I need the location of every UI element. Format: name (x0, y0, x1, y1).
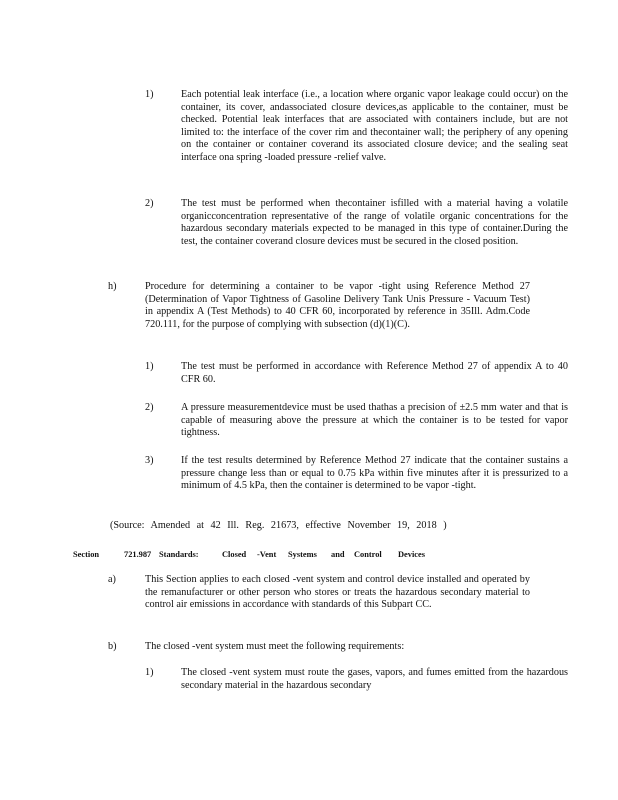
item-number: 1) (145, 667, 154, 678)
item-text: The closed -vent system must meet the following requirements: (145, 641, 405, 652)
item-number: 2) (145, 198, 154, 209)
item-text: If the test results determined by Reference Method 27 indicate that the container sustains a pressure change less than or equal to 0.75 kPa within five minutes after it is pressurized to a minimum of 4.5 kPa, then the container is determined to be vapor -tight. (181, 455, 568, 492)
item-number: 3) (145, 455, 154, 466)
item-text: Procedure for determining a container to be vapor -tight using Reference Method 27 (Determination of Vapor Tightness of Gasoline Delivery Tank Unis Pressure - Vacuum Test) in appendix A (Test Methods) to 40 CFR 60, incorporated by reference in 35Ill. Adm.Code 720.111, for the purpose of complying with subsection (d)(1)(C). (145, 281, 530, 330)
section-title-word: Control (354, 550, 382, 559)
item-number: b) (108, 641, 117, 652)
section-title-word: Closed (222, 550, 247, 559)
item-text: A pressure measurementdevice must be used thathas a precision of ±2.5 mm water and that is capable of measuring above the pressure at which the container is to be tested for vapor tightness. (181, 402, 568, 439)
item-text: The closed -vent system must route the gases, vapors, and fumes emitted from the hazardous secondary material in the hazardous secondary (181, 667, 568, 691)
item-text: This Section applies to each closed -vent system and control device installed and operated by the remanufacturer or other person who stores or treats the hazardous secondary material to control air emissions in accordance with standards of this Subpart CC. (145, 574, 530, 611)
section-label: Section (73, 550, 100, 559)
section-number: 721.987 (124, 550, 152, 559)
item-number: h) (108, 281, 117, 292)
item-text: The test must be performed when thecontainer isfilled with a material having a volatile organicconcentration representative of the range of volatile organic concentrations for the hazardous secondary materials expected to be managed in this type of container.During the test, the container coverand closure devices must be secured in the closed position. (181, 198, 568, 247)
item-number: 1) (145, 361, 154, 372)
section-title-word: Standards: (159, 550, 199, 559)
section-title-word: and (331, 550, 345, 559)
section-title-word: -Vent (257, 550, 277, 559)
item-number: 1) (145, 89, 154, 100)
item-number: a) (108, 574, 116, 585)
section-title-word: Systems (288, 550, 317, 559)
section-title-word: Devices (398, 550, 425, 559)
item-text: The test must be performed in accordance with Reference Method 27 of appendix A to 40 CFR 60. (181, 361, 568, 385)
item-number: 2) (145, 402, 154, 413)
item-text: Each potential leak interface (i.e., a location where organic vapor leakage could occur) on the container, its cover, andassociated closure devices,as applicable to the container, must be checked. Potential leak interfaces that are associated with containers include, but are not limited to: the interface of the cover rim and thecontainer wall; the periphery of any opening on the container or container coverand its associated closure device; and the sealing seat interface ona spring -loaded pressure -relief valve. (181, 89, 568, 163)
source-note: (Source: Amended at 42 Ill. Reg. 21673, effective November 19, 2018 ) (110, 520, 447, 531)
